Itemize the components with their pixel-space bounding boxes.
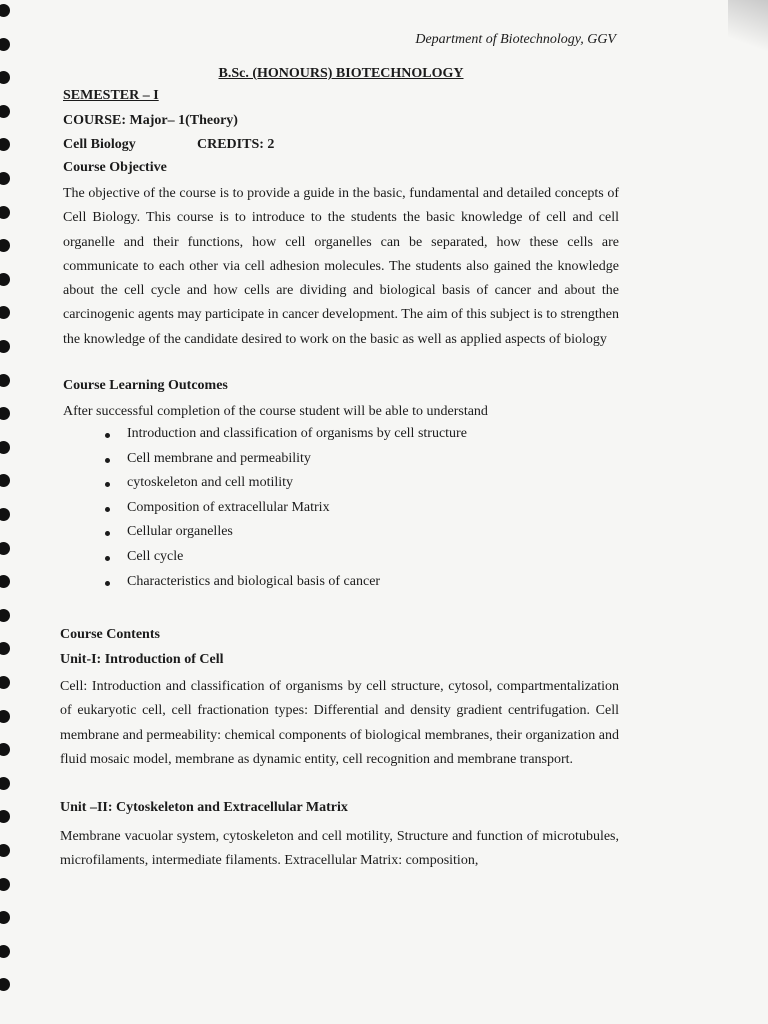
program-title: B.Sc. (HONOURS) BIOTECHNOLOGY bbox=[218, 66, 464, 81]
bullet-icon bbox=[105, 433, 110, 438]
credits-label: CREDITS: 2 bbox=[197, 137, 275, 152]
bullet-icon bbox=[105, 556, 110, 561]
bullet-icon bbox=[105, 482, 110, 487]
bullet-icon bbox=[105, 531, 110, 536]
outcome-text: Characteristics and biological basis of cancer bbox=[127, 573, 381, 589]
course-label: COURSE: Major– 1(Theory) bbox=[63, 113, 238, 128]
unit1-text: Cell: Introduction and classification of organisms by cell structure, cytosol, compartmentalization of eukaryotic cell, cell fractionation types: Differential and density gradient centrifugation. Cell membrane and permeability: chemical components of biological membranes, their organization and fluid mosaic model, membrane as dynamic entity, cell recognition and membrane transport. bbox=[60, 679, 619, 767]
list-item bbox=[105, 426, 467, 451]
bullet-icon bbox=[105, 581, 110, 586]
list-item bbox=[105, 475, 467, 500]
outcome-text: Composition of extracellular Matrix bbox=[127, 499, 330, 515]
objective-text: The objective of the course is to provide a guide in the basic, fundamental and detailed concepts of Cell Biology. This course is to introduce to the students the basic knowledge of cell and cell organelle and their functions, how cell organelles can be separated, how these cells are communicate to each other via cell adhesion molecules. The students also gained the knowledge about the cell cycle and how cells are dividing and biological basis of cancer and about the carcinogenic agents may participate in cancer development. The aim of this subject is to strengthen the knowledge of the candidate desired to work on the basic as well as applied aspects of biology bbox=[63, 186, 619, 347]
list-item bbox=[105, 500, 467, 525]
outcomes-heading: Course Learning Outcomes bbox=[63, 378, 228, 393]
outcome-text: cytoskeleton and cell motility bbox=[127, 475, 294, 491]
outcomes-intro: After successful completion of the course student will be able to understand bbox=[63, 404, 488, 419]
department-header: Department of Biotechnology, GGV bbox=[415, 32, 616, 47]
bullet-icon bbox=[105, 507, 110, 512]
outcomes-list bbox=[105, 426, 467, 598]
unit2-title: Unit –II: Cytoskeleton and Extracellular Matrix bbox=[60, 800, 348, 815]
subject-name: Cell Biology bbox=[63, 137, 136, 152]
unit1-title: Unit-I: Introduction of Cell bbox=[60, 652, 224, 667]
semester-label: SEMESTER – I bbox=[63, 88, 159, 103]
list-item bbox=[105, 451, 467, 476]
objective-heading: Course Objective bbox=[63, 160, 167, 175]
list-item bbox=[105, 524, 467, 549]
outcome-text: Cell membrane and permeability bbox=[127, 450, 311, 466]
list-item bbox=[105, 549, 467, 574]
list-item bbox=[105, 574, 467, 599]
outcome-text: Cell cycle bbox=[127, 548, 184, 564]
contents-heading: Course Contents bbox=[60, 627, 160, 642]
unit2-text: Membrane vacuolar system, cytoskeleton and cell motility, Structure and function of microtubules, microfilaments, intermediate filaments. Extracellular Matrix: composition, bbox=[60, 829, 619, 869]
outcome-text: Cellular organelles bbox=[127, 524, 233, 540]
outcome-text: Introduction and classification of organisms by cell structure bbox=[127, 426, 467, 441]
bullet-icon bbox=[105, 458, 110, 463]
